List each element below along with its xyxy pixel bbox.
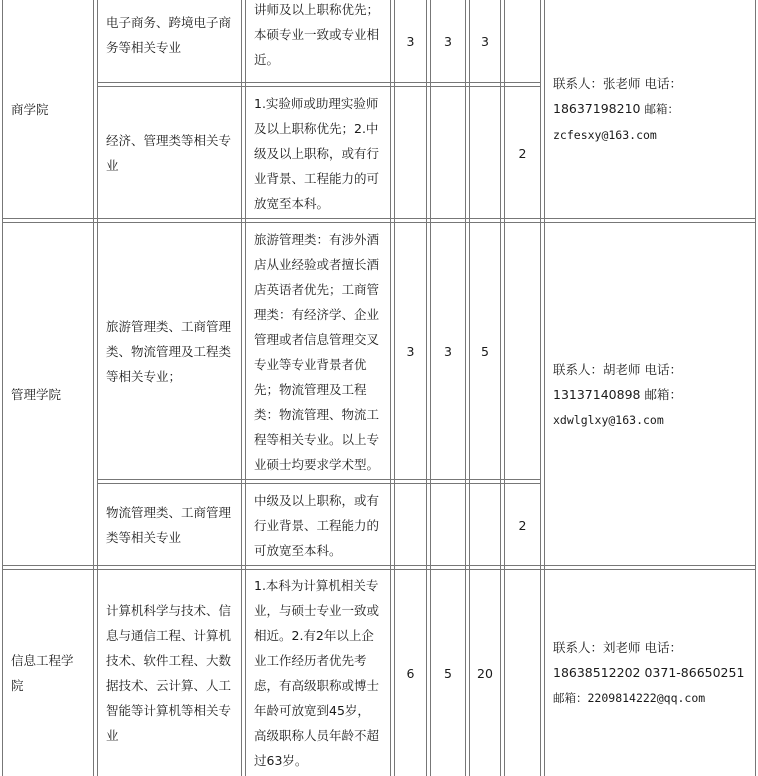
contact-cell [545, 223, 755, 566]
requirement-cell: 旅游管理类：有涉外酒店从业经验或者擅长酒店英语者优先；工商管理类：有经济学、企业管理或者信息管理交叉专业等专业背景者优先；物流管理及工程类：物流管理、物流工程等相关专业。以上专业硕士均要求学术型。 [254, 231, 380, 472]
count-cell: 3 [444, 344, 452, 359]
major-cell: 旅游管理类、工商管理类、物流管理及工程类等相关专业； [106, 319, 232, 384]
count-cell: 5 [444, 665, 452, 681]
contact-person: 联系人：张老师 [553, 76, 641, 91]
contact-email[interactable]: xdwlglxy@163.com [553, 412, 664, 427]
contact-phone: 电话：18638512202 [553, 640, 683, 680]
count-cell: 3 [481, 34, 489, 49]
major-cell: 电子商务、跨境电子商务等相关专业 [106, 14, 232, 55]
count-cell: 20 [477, 665, 493, 681]
contact-cell [545, 0, 755, 219]
requirement-cell: 中级及以上职称，或有行业背景、工程能力的可放宽至本科。 [254, 492, 380, 558]
count-cell [505, 0, 540, 83]
contact-phone: 电话：18637198210 [553, 76, 683, 116]
count-cell: 3 [444, 34, 452, 49]
major-cell: 物流管理类、工商管理类等相关专业 [106, 505, 232, 545]
count-cell [431, 87, 465, 219]
count-cell [505, 223, 540, 480]
requirement-cell: 1.实验师或助理实验师及以上职称优先；2.中级及以上职称，或有行业背景、工程能力的可放宽至本科。 [254, 95, 380, 211]
contact-phone: 电话：13137140898 [553, 361, 683, 402]
contact-phone-2: 0371-86650251 [644, 665, 745, 680]
count-cell: 3 [406, 34, 415, 49]
contact-email-label: 邮箱： [644, 386, 682, 402]
count-cell: 2 [518, 145, 527, 161]
contact-email[interactable]: 邮箱：2209814222@qq.com [553, 691, 706, 705]
contact-email[interactable]: 邮箱：zcfesxy@163.com [553, 102, 679, 142]
count-cell: 2 [518, 517, 527, 533]
college-name: 商学院 [11, 102, 49, 117]
contact-cell [545, 570, 755, 776]
college-name: 信息工程学院 [11, 653, 74, 693]
count-cell [395, 484, 426, 566]
major-cell: 经济、管理类等相关专业 [106, 133, 232, 173]
count-cell: 6 [406, 665, 415, 681]
contact-person: 联系人：胡老师 [553, 361, 641, 377]
college-name: 管理学院 [11, 387, 62, 402]
major-cell: 计算机科学与技术、信息与通信工程、计算机技术、软件工程、大数据技术、云计算、人工智能等计算机等相关专业 [106, 603, 232, 743]
count-cell [431, 484, 465, 566]
count-cell [470, 484, 500, 566]
count-cell [470, 87, 500, 219]
requirement-cell: 1.本科为计算机相关专业，与硕士专业一致或相近。2.有2年以上企业工作经历者优先考虑，有高级职称或博士年龄可放宽到45岁，高级职称人员年龄不超过63岁。 [254, 578, 380, 768]
count-cell [505, 570, 540, 776]
count-cell [395, 87, 426, 219]
count-cell: 3 [406, 344, 415, 359]
contact-person: 联系人：刘老师 [553, 640, 641, 655]
count-cell: 5 [481, 344, 489, 359]
requirement-cell: 讲师及以上职称优先；本硕专业一致或专业相近。 [254, 2, 380, 67]
